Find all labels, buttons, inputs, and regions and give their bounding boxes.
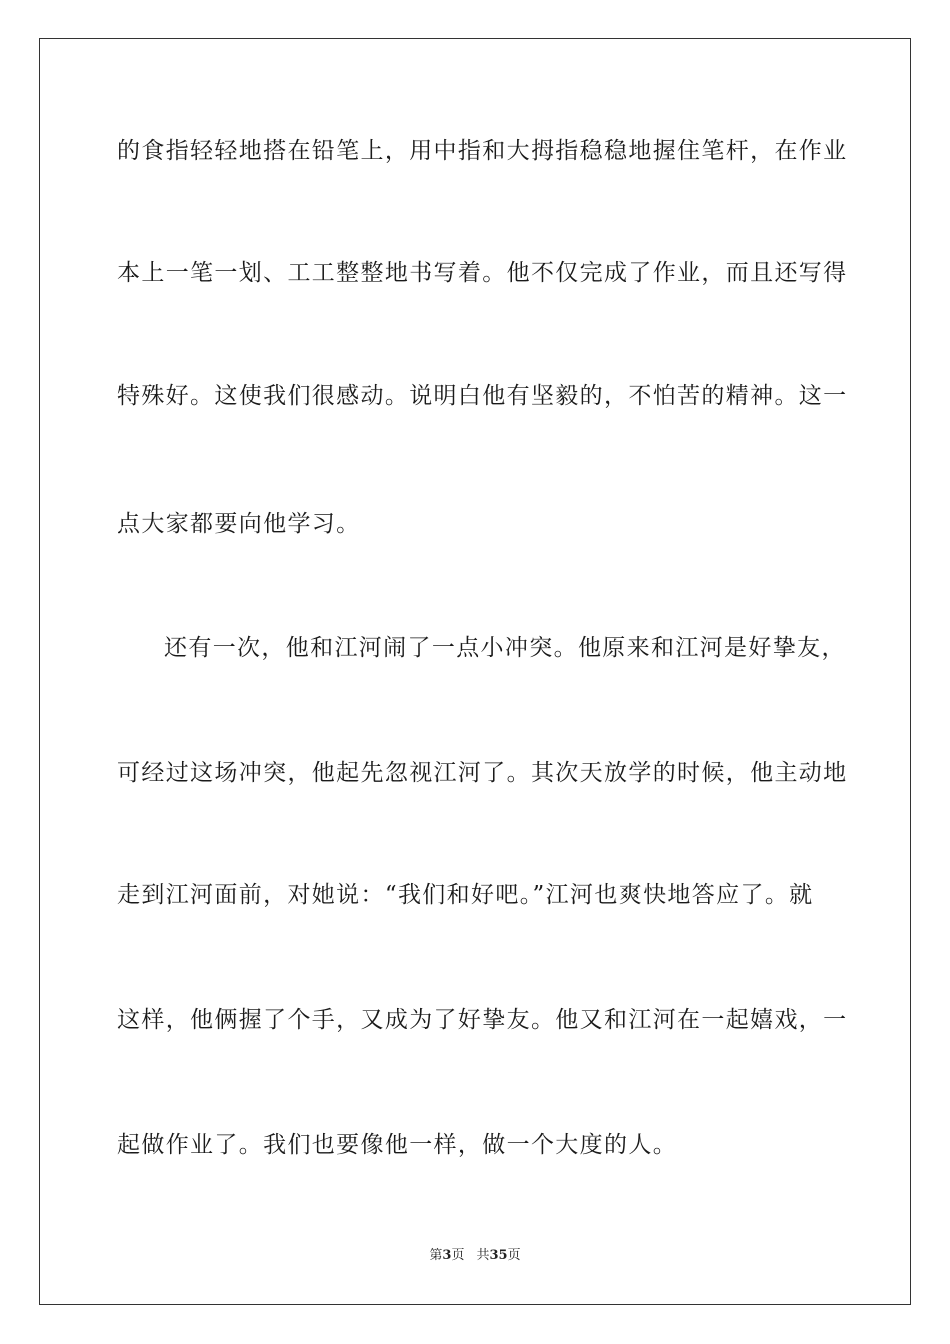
body-line-5-paragraph-start: 还有一次，他和江河闹了一点小冲突。他原来和江河是好挚友， xyxy=(164,635,846,661)
body-line-9: 起做作业了。我们也要像他一样，做一个大度的人。 xyxy=(117,1132,678,1158)
body-line-6: 可经过这场冲突，他起先忽视江河了。其次天放学的时候，他主动地 xyxy=(117,760,848,786)
page-footer xyxy=(0,1247,950,1265)
body-line-2: 本上一笔一划、工工整整地书写着。他不仅完成了作业，而且还写得 xyxy=(117,260,848,286)
body-line-7: 走到江河面前，对她说：“我们和好吧。”江河也爽快地答应了。就 xyxy=(117,882,814,908)
body-line-1: 的食指轻轻地搭在铅笔上，用中指和大拇指稳稳地握住笔杆，在作业 xyxy=(117,138,848,164)
page-number: 第3页 xyxy=(429,1248,465,1263)
page-total: 共35页 xyxy=(476,1248,521,1263)
page-border xyxy=(39,38,911,1305)
body-line-8: 这样，他俩握了个手，又成为了好挚友。他又和江河在一起嬉戏，一 xyxy=(117,1007,848,1033)
body-line-3: 特殊好。这使我们很感动。说明白他有坚毅的，不怕苦的精神。这一 xyxy=(117,383,848,409)
body-line-4: 点大家都要向他学习。 xyxy=(117,511,361,537)
